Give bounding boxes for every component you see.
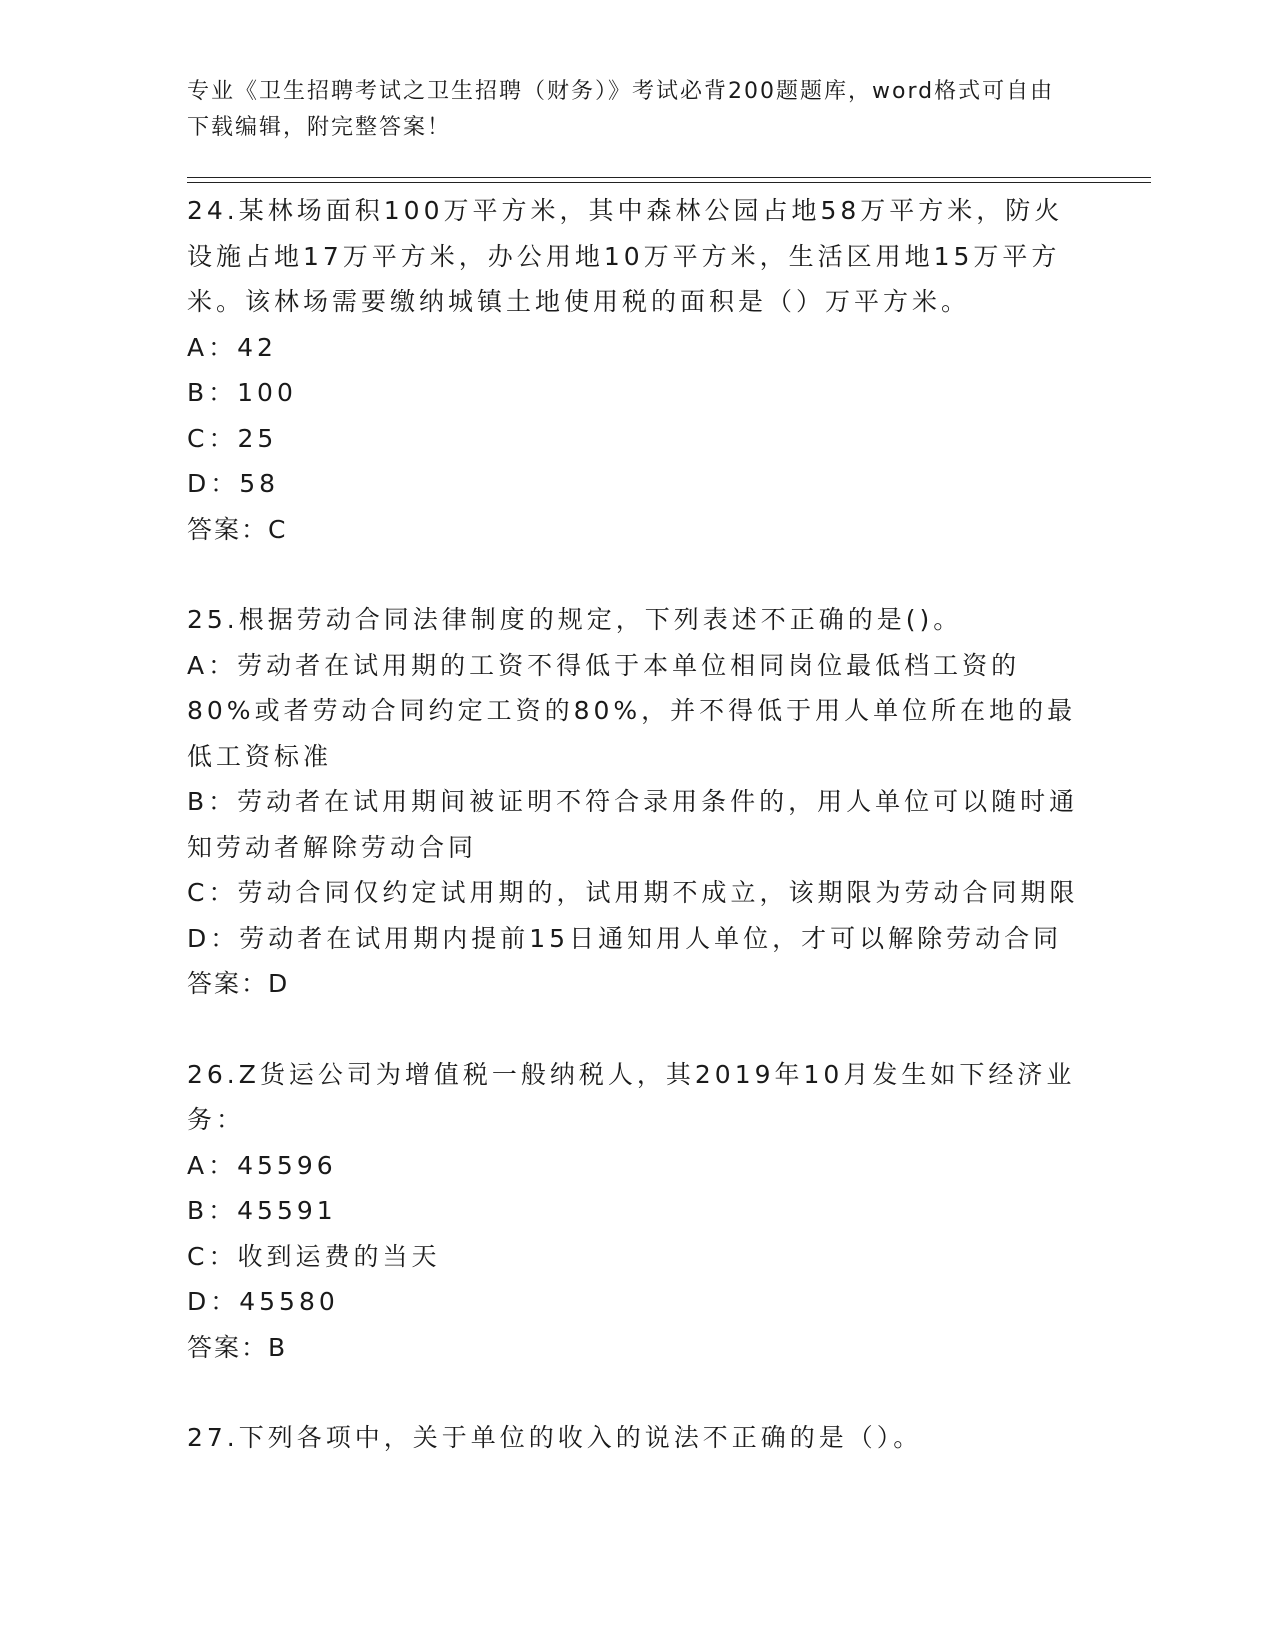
option-b: B：100 (187, 378, 297, 407)
spacer (187, 552, 1087, 597)
option-b: B：45591 (187, 1196, 337, 1225)
question-number: 26. (187, 1059, 239, 1089)
option-c: C：劳动合同仅约定试用期的，试用期不成立，该期限为劳动合同期限 (187, 878, 1079, 907)
question-text (187, 188, 1087, 325)
question-body: Z货运公司为增值税一般纳税人，其2019年10月发生如下经济业务： (187, 1059, 1076, 1134)
question-body: 根据劳动合同法律制度的规定，下列表述不正确的是()。 (238, 605, 963, 634)
option-c: C：25 (187, 423, 278, 453)
answer: 答案：B (187, 1332, 288, 1362)
option-a: A：劳动者在试用期的工资不得低于本单位相同岗位最低档工资的80%或者劳动合同约定工资的80%，并不得低于用人单位所在地的最低工资标准 (187, 650, 1077, 771)
question-number: 27. (187, 1423, 239, 1452)
question-body: 下列各项中，关于单位的收入的说法不正确的是（）。 (238, 1423, 923, 1452)
answer: 答案：C (187, 514, 288, 544)
option-a: A：45596 (187, 1150, 337, 1180)
question-body: 某林场面积100万平方米，其中森林公园占地58万平方米，防火设施占地17万平方米，办公用地10万平方米，生活区用地15万平方米。该林场需要缴纳城镇土地使用税的面积是（）万平方米。 (187, 196, 1064, 316)
document-header: 专业《卫生招聘考试之卫生招聘（财务）》考试必背200题题库，word格式可自由下载编辑，附完整答案！ (187, 79, 1055, 140)
question-number: 25. (187, 605, 239, 634)
option-c: C：收到运费的当天 (187, 1241, 441, 1271)
question-text (187, 1052, 1087, 1143)
question-list (187, 188, 1087, 1461)
header-divider-bottom (187, 182, 1151, 183)
option-d: D：45580 (187, 1287, 339, 1316)
question-27 (187, 1415, 1087, 1461)
option-d: D：58 (187, 469, 280, 498)
option-d: D：劳动者在试用期内提前15日通知用人单位，才可以解除劳动合同 (187, 923, 1063, 953)
question-24 (187, 188, 1087, 552)
question-text (187, 1415, 1087, 1461)
option-b: B：劳动者在试用期间被证明不符合录用条件的，用人单位可以随时通知劳动者解除劳动合同 (187, 787, 1079, 862)
question-26 (187, 1052, 1087, 1371)
spacer (187, 1007, 1087, 1052)
header-divider-top (187, 177, 1151, 178)
answer: 答案：D (187, 969, 290, 998)
question-text (187, 597, 1087, 643)
question-number: 24. (187, 196, 239, 225)
question-25 (187, 597, 1087, 1007)
spacer (187, 1370, 1087, 1415)
option-a: A：42 (187, 332, 277, 362)
